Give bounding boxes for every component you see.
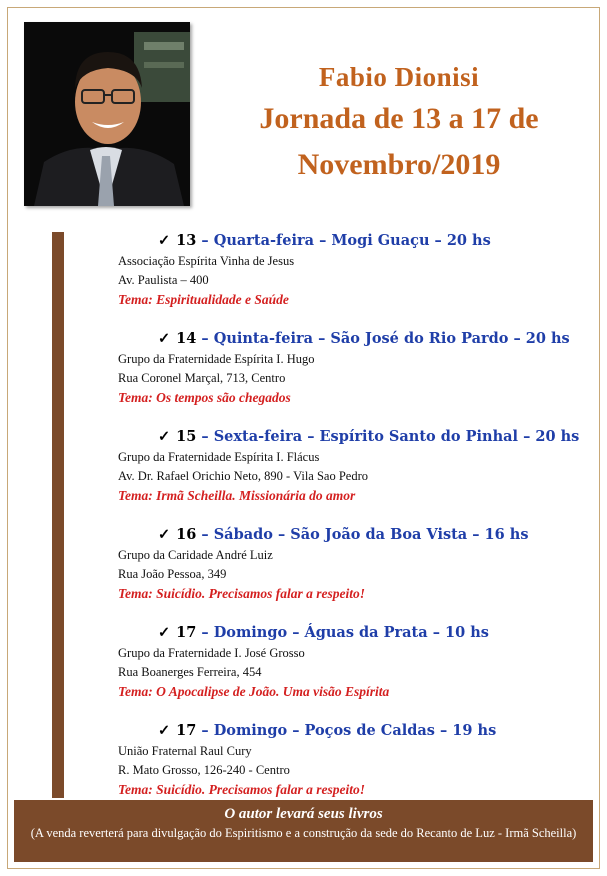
event-address: Rua Boanerges Ferreira, 454 xyxy=(118,665,262,679)
event-address: Rua Coronel Marçal, 713, Centro xyxy=(118,371,286,385)
event-item xyxy=(118,426,598,524)
event-theme: Tema: Os tempos são chegados xyxy=(118,390,291,405)
event-item xyxy=(118,622,598,720)
event-place: União Fraternal Raul Cury xyxy=(118,744,252,758)
event-theme: Tema: Irmã Scheilla. Missionária do amor xyxy=(118,488,356,503)
footer-title: O autor levará seus livros xyxy=(224,806,383,822)
event-place: Grupo da Fraternidade I. José Grosso xyxy=(118,646,305,660)
jornada-title-line1: Jornada de 13 a 17 de xyxy=(259,102,539,135)
event-day: 13 xyxy=(176,232,197,249)
footer-note: (A venda reverterá para divulgação do Espiritismo e a construção da sede do Recanto de Luz - Irmã Scheilla) xyxy=(30,826,577,840)
event-theme: Tema: Suicídio. Precisamos falar a respeito! xyxy=(118,782,365,797)
event-heading-text: – Sábado – São João da Boa Vista – 16 hs xyxy=(201,526,529,543)
event-heading xyxy=(118,622,598,644)
checkmark-icon: ✓ xyxy=(158,624,171,641)
event-day: 15 xyxy=(176,428,197,445)
event-heading-text: – Domingo – Poços de Caldas – 19 hs xyxy=(201,722,497,739)
event-day: 14 xyxy=(176,330,197,347)
header xyxy=(210,62,588,185)
author-photo xyxy=(24,22,190,206)
event-heading xyxy=(118,230,598,252)
event-item xyxy=(118,524,598,622)
checkmark-icon: ✓ xyxy=(158,526,171,543)
event-day: 17 xyxy=(176,722,197,739)
event-address: Rua João Pessoa, 349 xyxy=(118,567,227,581)
checkmark-icon: ✓ xyxy=(158,330,171,347)
event-day: 16 xyxy=(176,526,197,543)
event-theme: Tema: Suicídio. Precisamos falar a respeito! xyxy=(118,586,365,601)
event-heading xyxy=(118,328,598,350)
checkmark-icon: ✓ xyxy=(158,428,171,445)
event-day: 17 xyxy=(176,624,197,641)
event-heading-text: – Quarta-feira – Mogi Guaçu – 20 hs xyxy=(201,232,491,249)
author-portrait-image xyxy=(24,22,190,206)
event-address: Av. Paulista – 400 xyxy=(118,273,209,287)
event-heading xyxy=(118,524,598,546)
event-item xyxy=(118,328,598,426)
checkmark-icon: ✓ xyxy=(158,232,171,249)
event-place: Grupo da Fraternidade Espírita I. Flácus xyxy=(118,450,320,464)
author-name: Fabio Dionisi xyxy=(318,62,480,92)
event-heading-text: – Sexta-feira – Espírito Santo do Pinhal – 20 hs xyxy=(201,428,580,445)
jornada-title-line2: Novembro/2019 xyxy=(297,148,501,181)
event-place: Associação Espírita Vinha de Jesus xyxy=(118,254,295,268)
footer-banner xyxy=(14,800,593,862)
event-place: Grupo da Fraternidade Espírita I. Hugo xyxy=(118,352,315,366)
event-heading-text: – Quinta-feira – São José do Rio Pardo – 20 hs xyxy=(201,330,570,347)
event-address: Av. Dr. Rafael Orichio Neto, 890 - Vila Sao Pedro xyxy=(118,469,369,483)
checkmark-icon: ✓ xyxy=(158,722,171,739)
event-address: R. Mato Grosso, 126-240 - Centro xyxy=(118,763,290,777)
event-heading-text: – Domingo – Águas da Prata – 10 hs xyxy=(201,624,489,641)
event-place: Grupo da Caridade André Luiz xyxy=(118,548,273,562)
vertical-accent-bar xyxy=(52,232,64,798)
event-item xyxy=(118,230,598,328)
event-list xyxy=(118,230,598,818)
event-theme: Tema: Espiritualidade e Saúde xyxy=(118,292,289,307)
event-theme: Tema: O Apocalipse de João. Uma visão Espírita xyxy=(118,684,390,699)
event-heading xyxy=(118,720,598,742)
event-heading xyxy=(118,426,598,448)
